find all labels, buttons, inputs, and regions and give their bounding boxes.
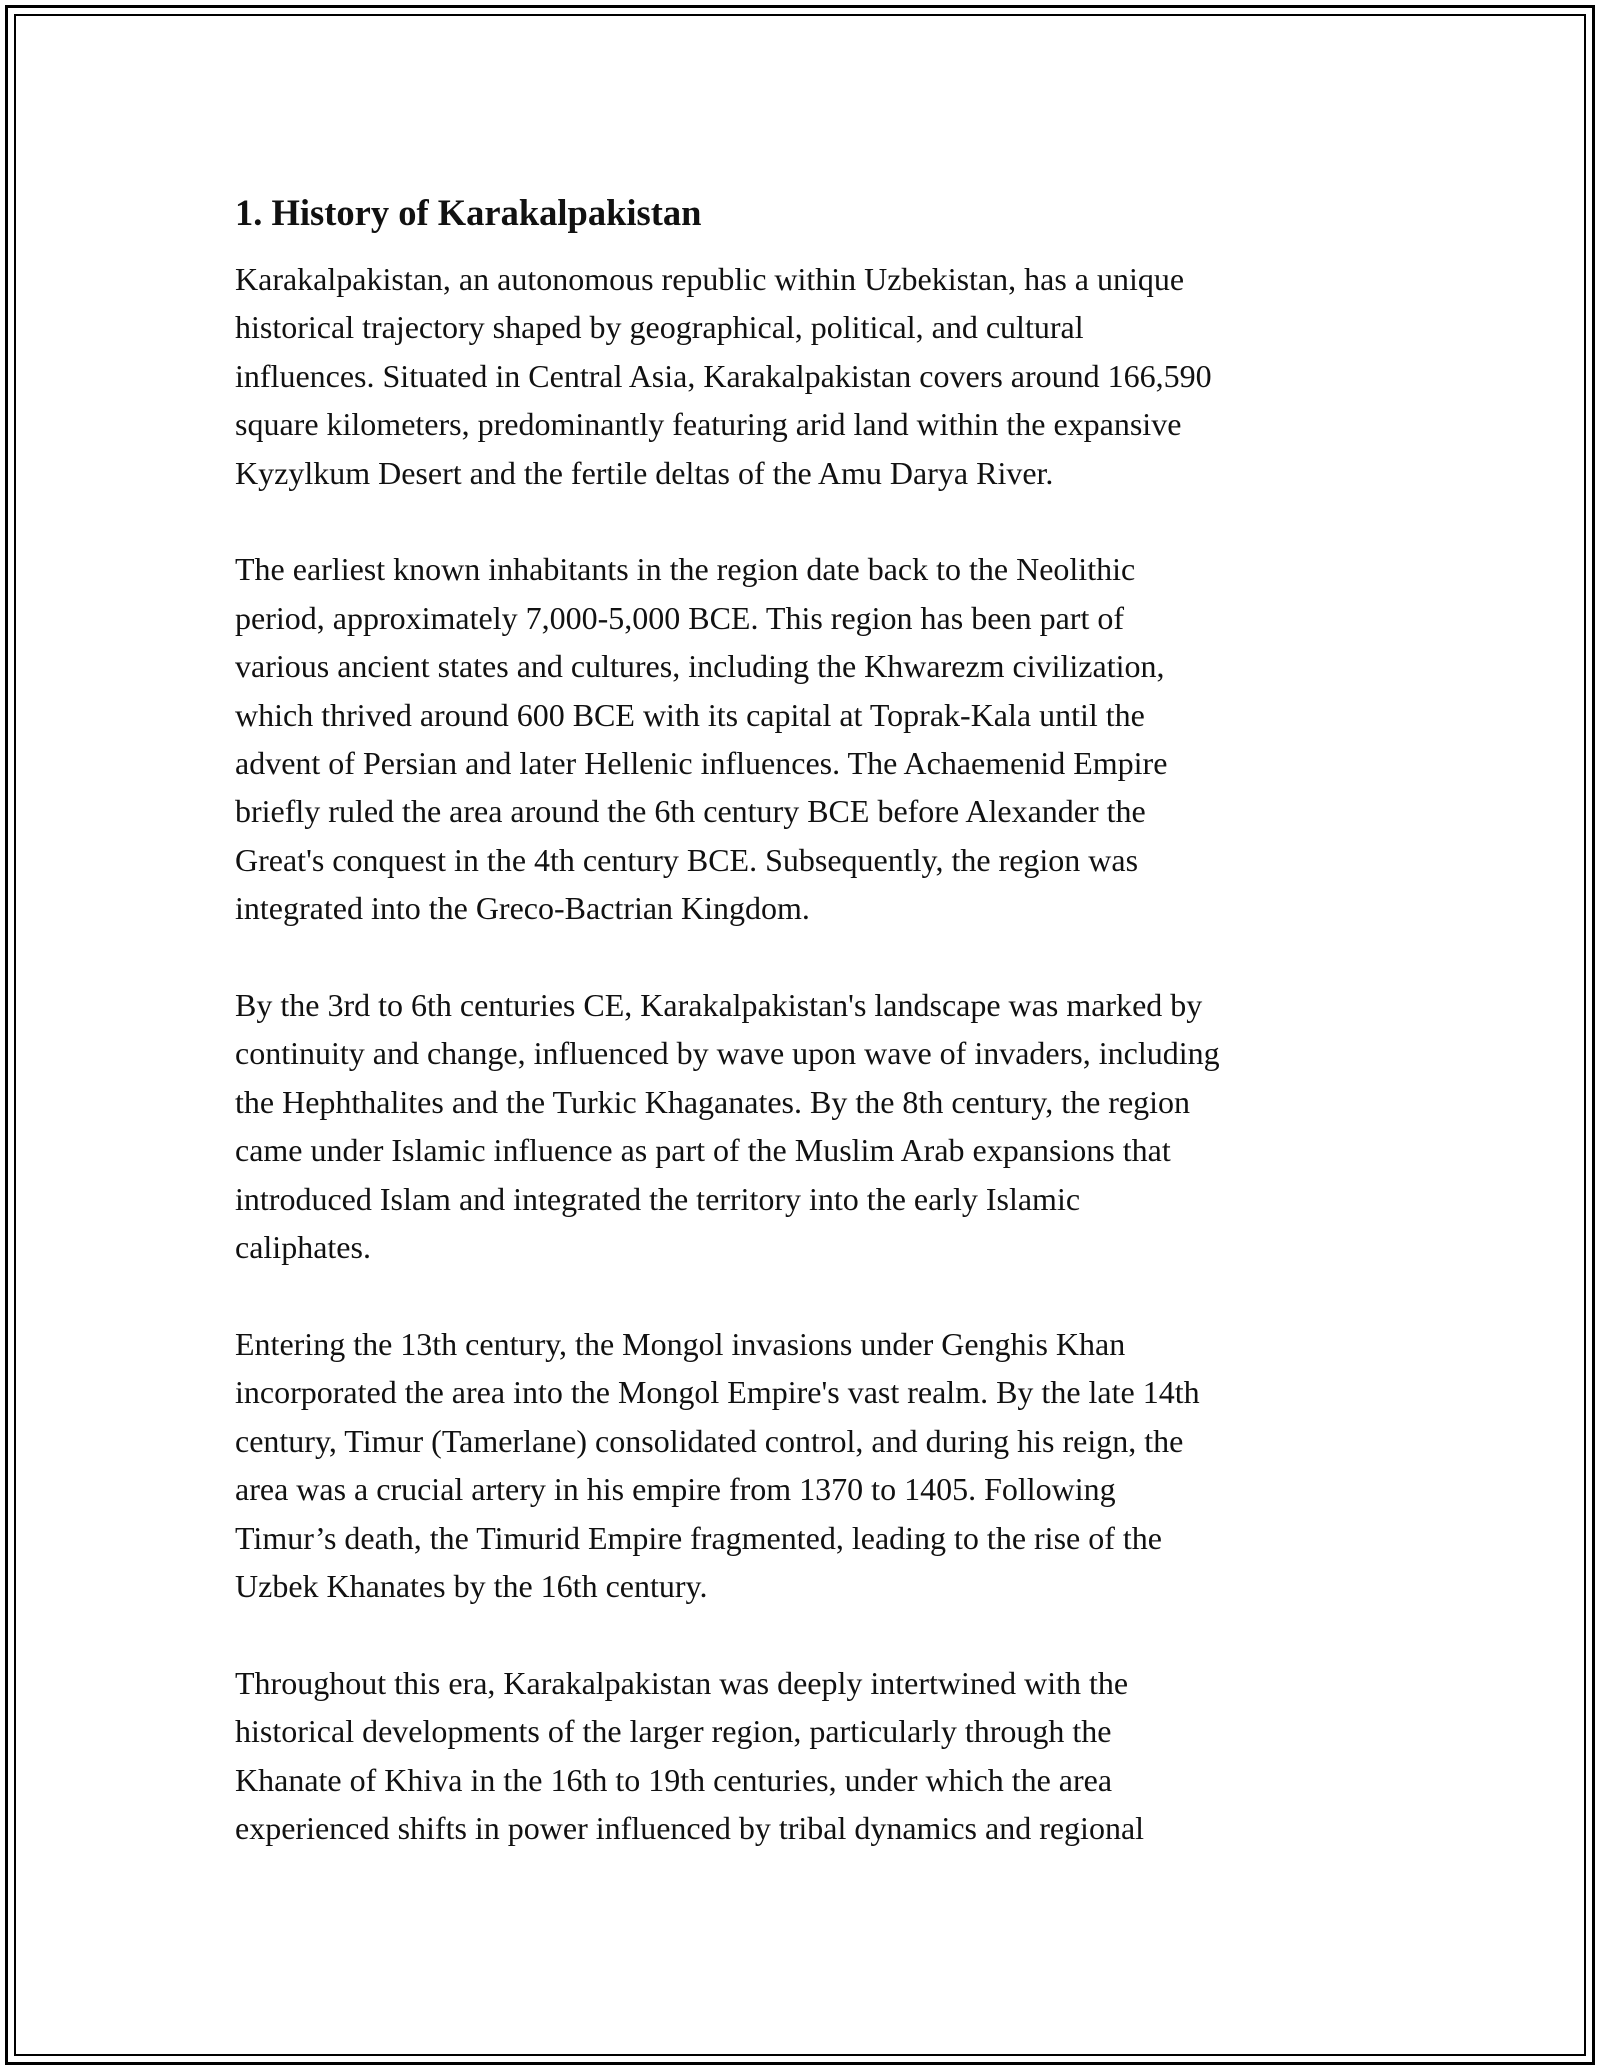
text-line: briefly ruled the area around the 6th century BCE before Alexander the — [235, 793, 1146, 830]
section-heading: 1. History of Karakalpakistan — [235, 192, 702, 233]
text-line: Kyzylkum Desert and the fertile deltas of the Amu Darya River. — [235, 454, 1054, 491]
text-line: area was a crucial artery in his empire from 1370 to 1405. Following — [235, 1471, 1116, 1508]
text-line: Timur’s death, the Timurid Empire fragmented, leading to the rise of the — [235, 1519, 1162, 1556]
paragraph-1 — [235, 255, 1395, 497]
text-line: experienced shifts in power influenced by tribal dynamics and regional — [235, 1809, 1145, 1846]
paragraph-3 — [235, 981, 1395, 1271]
text-line: which thrived around 600 BCE with its capital at Toprak-Kala until the — [235, 696, 1145, 733]
text-line: By the 3rd to 6th centuries CE, Karakalpakistan's landscape was marked by — [235, 987, 1203, 1024]
paragraph-4 — [235, 1320, 1395, 1610]
text-line: Karakalpakistan, an autonomous republic within Uzbekistan, has a unique — [235, 261, 1185, 297]
paragraph-2 — [235, 545, 1395, 932]
text-line: The earliest known inhabitants in the region date back to the Neolithic — [235, 551, 1136, 588]
text-line: various ancient states and cultures, including the Khwarezm civilization, — [235, 648, 1165, 685]
text-line: the Hephthalites and the Turkic Khaganates. By the 8th century, the region — [235, 1083, 1191, 1120]
text-line: historical developments of the larger region, particularly through the — [235, 1713, 1112, 1750]
text-line: introduced Islam and integrated the territory into the early Islamic — [235, 1180, 1081, 1217]
text-line: integrated into the Greco-Bactrian Kingdom. — [235, 890, 810, 927]
document-body — [235, 185, 1395, 1901]
text-line: Great's conquest in the 4th century BCE. Subsequently, the region was — [235, 841, 1139, 878]
text-line: came under Islamic influence as part of the Muslim Arab expansions that — [235, 1132, 1171, 1169]
text-line: advent of Persian and later Hellenic influences. The Achaemenid Empire — [235, 745, 1168, 782]
text-line: incorporated the area into the Mongol Empire's vast realm. By the late 14th — [235, 1374, 1200, 1411]
text-line: square kilometers, predominantly featuring arid land within the expansive — [235, 406, 1182, 443]
text-line: influences. Situated in Central Asia, Karakalpakistan covers around 166,590 — [235, 357, 1212, 394]
text-line: Entering the 13th century, the Mongol invasions under Genghis Khan — [235, 1325, 1126, 1362]
text-line: Uzbek Khanates by the 16th century. — [235, 1567, 708, 1604]
text-line: historical trajectory shaped by geographical, political, and cultural — [235, 309, 1084, 346]
text-line: caliphates. — [235, 1229, 371, 1266]
text-line: Khanate of Khiva in the 16th to 19th centuries, under which the area — [235, 1761, 1113, 1798]
text-line: continuity and change, influenced by wave upon wave of invaders, including — [235, 1035, 1220, 1072]
text-line: century, Timur (Tamerlane) consolidated control, and during his reign, the — [235, 1422, 1184, 1459]
text-line: period, approximately 7,000-5,000 BCE. This region has been part of — [235, 599, 1124, 636]
paragraph-5 — [235, 1659, 1395, 1853]
text-line: Throughout this era, Karakalpakistan was deeply intertwined with the — [235, 1664, 1129, 1701]
